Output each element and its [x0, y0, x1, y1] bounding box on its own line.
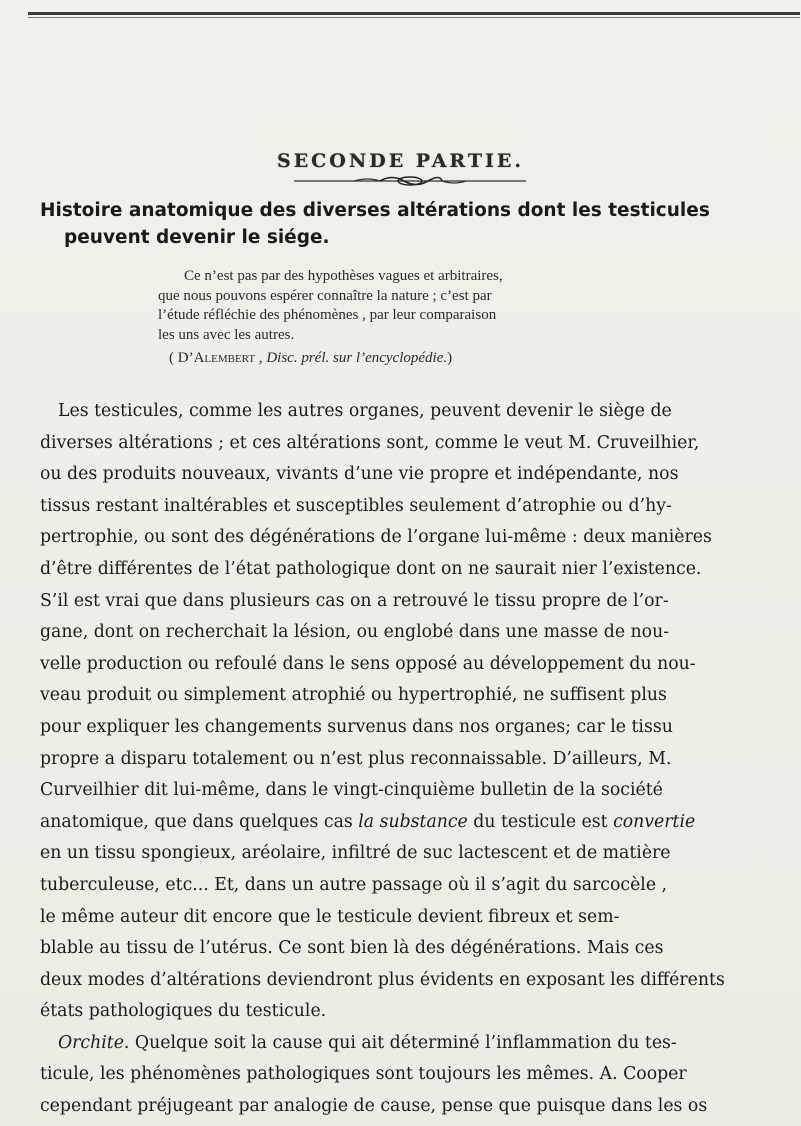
orchite-label: Orchite.: [58, 1032, 130, 1053]
epigraph-quote: [158, 267, 718, 345]
body-text-run: Quelque soit la cause qui ait déterminé l’inflammation du tes-: [129, 1032, 677, 1053]
attribution-separator: ,: [255, 350, 267, 366]
body-line: ou des produits nouveaux, vivants d’une vie propre et indépendante, nos: [40, 464, 679, 485]
top-border-rule: [28, 12, 800, 15]
body-line: [40, 1028, 780, 1060]
top-border-rule-thin: [28, 17, 800, 18]
attribution-paren: ): [447, 350, 453, 366]
chapter-heading-line: Histoire anatomique des diverses altérations dont les testicules: [40, 200, 710, 221]
body-line: Curveilhier dit lui-même, dans le vingt-cinquième bulletin de la société: [40, 780, 663, 801]
body-line: diverses altérations ; et ces altérations sont, comme le veut M. Cruveilhier,: [40, 432, 700, 453]
body-line: S’il est vrai que dans plusieurs cas on a retrouvé le tissu propre de l’or-: [40, 590, 669, 611]
body-text-run: anatomique, que dans quelques cas: [40, 811, 359, 832]
body-line: d’être différentes de l’état pathologique dont on ne saurait nier l’existence.: [40, 558, 702, 579]
body-text-run: du testicule est: [467, 811, 614, 832]
epigraph-line: l’étude réfléchie des phénomènes , par leur comparaison: [158, 307, 497, 324]
attribution-author: D’Alembert: [177, 350, 256, 366]
body-line: le même auteur dit encore que le testicule devient fibreux et sem-: [40, 906, 620, 927]
body-line: pour expliquer les changements survenus dans nos organes; car le tissu: [40, 716, 673, 737]
body-line: états pathologiques du testicule.: [40, 1001, 327, 1022]
attribution-work: Disc. prél. sur l’encyclopédie.: [266, 350, 448, 366]
epigraph-line: que nous pouvons espérer connaître la nature ; c’est par: [158, 287, 492, 304]
body-line: pertrophie, ou sont des dégénérations de l’organe lui-même : deux manières: [40, 527, 712, 548]
body-line: propre a disparu totalement ou n’est plus reconnaissable. D’ailleurs, M.: [40, 748, 672, 769]
body-italic-run: convertie: [613, 811, 696, 832]
body-italic-run: la substance: [358, 811, 468, 832]
body-line: ticule, les phénomènes pathologiques sont toujours les mêmes. A. Cooper: [40, 1064, 687, 1085]
chapter-heading: [40, 197, 775, 251]
body-line: velle production ou refoulé dans le sens opposé au développement du nou-: [40, 653, 696, 674]
body-line: gane, dont on recherchait la lésion, ou englobé dans une masse de nou-: [40, 622, 670, 643]
epigraph-line: les uns avec les autres.: [158, 326, 295, 343]
chapter-heading-line: peuvent devenir le siége.: [64, 227, 330, 248]
body-line: deux modes d’altérations deviendront plus évidents en exposant les différents: [40, 969, 725, 990]
body-line: veau produit ou simplement atrophié ou hypertrophié, ne suffisent plus: [40, 685, 667, 706]
epigraph-attribution: [169, 350, 452, 367]
body-line: en un tissu spongieux, aréolaire, infiltré de suc lactescent et de matière: [40, 843, 671, 864]
body-line: [40, 807, 780, 839]
body-text: [40, 396, 780, 1123]
body-line: Les testicules, comme les autres organes, peuvent devenir le siège de: [58, 401, 672, 421]
section-title: SECONDE PARTIE.: [276, 150, 525, 172]
ornament-dash-icon: [294, 174, 526, 188]
body-line: blable au tissu de l’utérus. Ce sont bien là des dégénérations. Mais ces: [40, 938, 664, 959]
body-line: cependant préjugeant par analogie de cause, pense que puisque dans les os: [40, 1096, 708, 1117]
body-line: tissus restant inaltérables et susceptibles seulement d’atrophie ou d’hy-: [40, 495, 672, 516]
body-line: tuberculeuse, etc... Et, dans un autre passage où il s’agit du sarcocèle ,: [40, 874, 668, 895]
attribution-paren: (: [169, 350, 178, 366]
epigraph-line: Ce n’est pas par des hypothèses vagues et arbitraires,: [184, 268, 503, 284]
